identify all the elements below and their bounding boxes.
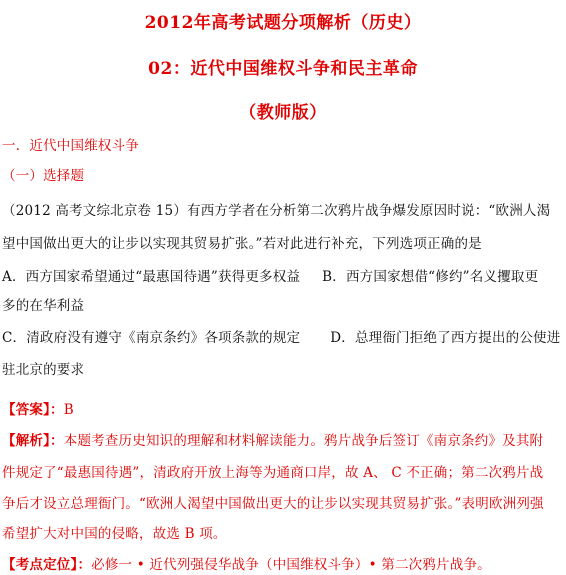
- option-d-continued: 驻北京的要求: [2, 362, 85, 378]
- answer-label: 【答案】：: [2, 402, 64, 418]
- option-d: D．总理衙门拒绝了西方提出的公使进: [330, 330, 561, 346]
- option-a: A．西方国家希望通过“最惠国待遇”获得更多权益: [2, 269, 301, 285]
- knowledge-point-row: [2, 553, 562, 573]
- analysis-line-2: 件规定了“最惠国待遇”，清政府开放上海等为通商口岸，故 A、 C 不正确；第二次鸦片战: [2, 465, 544, 481]
- document-subtitle: 02：近代中国维权斗争和民主革命: [148, 59, 418, 79]
- section-heading: 一．近代中国维权斗争: [2, 138, 139, 154]
- document-title: 2012年高考试题分项解析（历史）: [144, 13, 422, 33]
- answer-row: [2, 398, 562, 418]
- question-text-line-2: 望中国做出更大的让步以实现其贸易扩张。”若对此进行补充，下列选项正确的是: [2, 236, 482, 252]
- options-row-ab: [2, 265, 562, 285]
- option-b-continued: 多的在华利益: [2, 298, 85, 314]
- edition-label: （教师版）: [239, 103, 327, 123]
- analysis-line-3: 争后才设立总理衙门。“欧洲人渴望中国做出更大的让步以实现其贸易扩张。”表明欧洲列强: [2, 496, 544, 512]
- analysis-line-1: [2, 429, 562, 449]
- knowledge-point-label: 【考点定位】：: [2, 557, 92, 573]
- analysis-label: 【解析】：: [2, 433, 64, 449]
- answer-value: B: [63, 402, 74, 418]
- option-c: C．清政府没有遵守《南京条约》各项条款的规定: [2, 330, 301, 346]
- analysis-text-1: 本题考查历史知识的理解和材料解读能力。鸦片战争后签订《南京条约》及其附: [63, 433, 544, 449]
- option-b: B．西方国家想借“修约”名义攫取更: [322, 269, 539, 285]
- options-row-cd: [2, 326, 562, 346]
- section-subheading: （一）选择题: [2, 168, 85, 184]
- knowledge-point-text: 必修一 • 近代列强侵华战争（中国维权斗争）• 第二次鸦片战争。: [91, 557, 491, 573]
- question-text-line-1: （2012 高考文综北京卷 15）有西方学者在分析第二次鸦片战争爆发原因时说：“欧洲人渴: [2, 203, 551, 219]
- analysis-line-4: 希望扩大对中国的侵略，故选 B 项。: [2, 526, 227, 542]
